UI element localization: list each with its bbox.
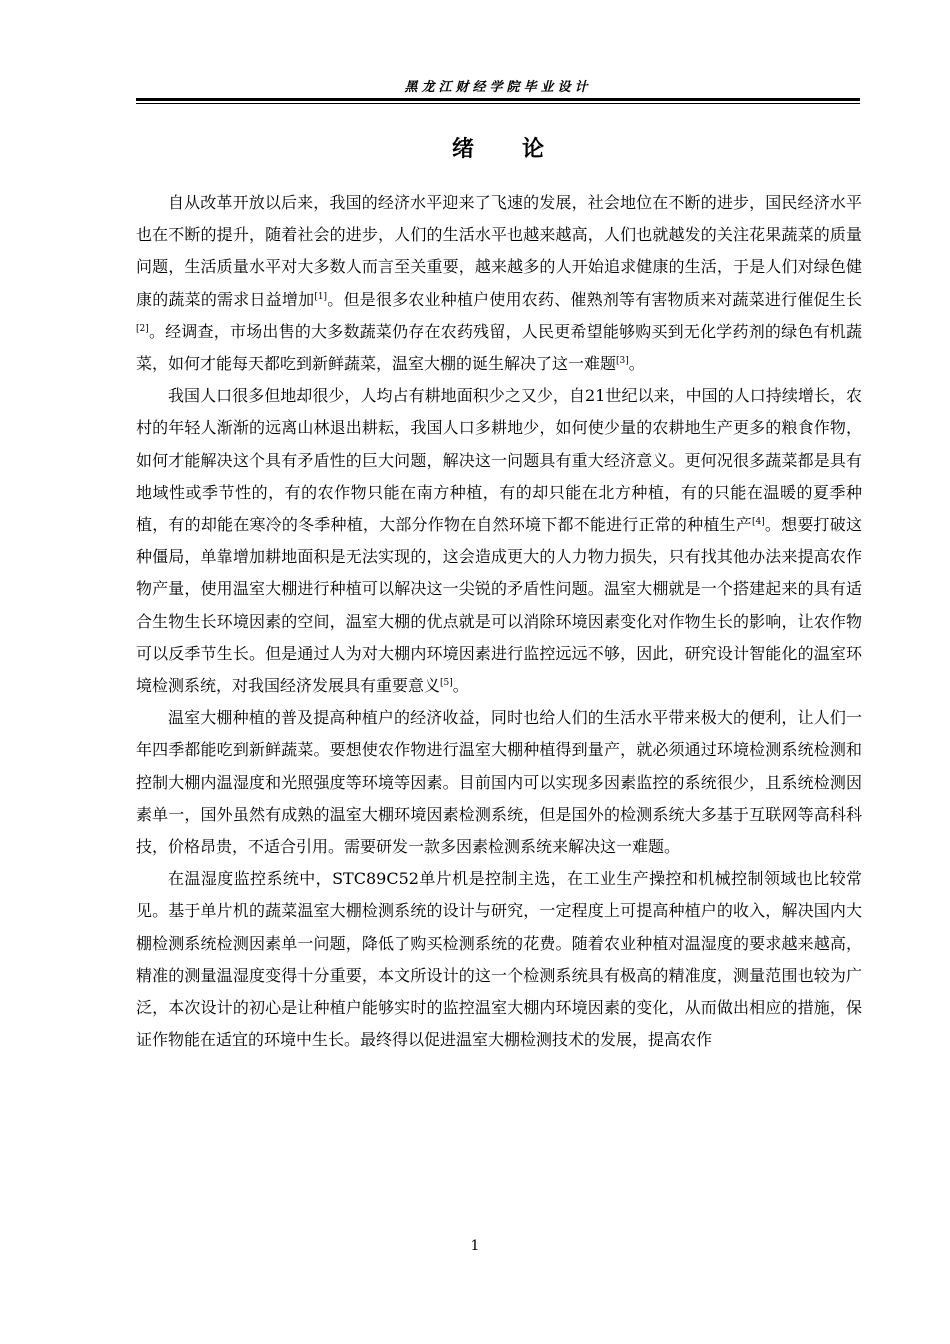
paragraph [136,702,862,863]
text-run: 。想要打破这种僵局，单靠增加耕地面积是无法实现的，这会造成更大的人力物力损失，只有找其他办法来提高农作物产量，使用温室大棚进行种植可以解决这一尖锐的矛盾性问题。温室大棚就是一个搭建起来的具有适合生物生长环境因素的空间，温室大棚的优点就是可以消除环境因素变化对作物生长的影响，让农作物可以反季节生长。但是通过人为对大棚内环境因素进行监控远远不够，因此，研究设计智能化的温室环境检测系统，对我国经济发展具有重要意义 [136,515,862,696]
running-header: 黑龙江财经学院毕业设计 [404,80,592,95]
body-text [136,187,862,1056]
text-run: 。 [628,354,645,374]
text-run: 在温湿度监控系统中，STC89C52单片机是控制主选，在工业生产操控和机械控制领域也比较常见。基于单片机的蔬菜温室大棚检测系统的设计与研究，一定程度上可提高种植户的收入，解决国内大棚检测系统检测因素单一问题，降低了购买检测系统的花费。随着农业种植对温湿度的要求越来越高，精准的测量温湿度变得十分重要，本文所设计的这一个检测系统具有极高的精准度，测量范围也较为广泛，本次设计的初心是让种植户能够实时的监控温室大棚内环境因素的变化，从而做出相应的措施，保证作物能在适宜的环境中生长。最终得以促进温室大棚检测技术的发展，提高农作 [136,869,862,1050]
citation-ref: [2] [136,323,149,334]
citation-ref: [3] [616,356,629,367]
citation-ref: [4] [751,517,765,528]
paragraph [136,187,862,380]
text-run: 。经调查，市场出售的大多数蔬菜仍存在农药残留，人民更希望能够购买到无化学药剂的绿色有机蔬菜，如何才能每天都吃到新鲜蔬菜，温室大棚的诞生解决了这一难题 [136,321,862,374]
header-rule-thick [136,98,860,101]
section-title: 绪论 [451,137,592,162]
text-run: 。但是很多农业种植户使用农药、催熟剂等有害物质来对蔬菜进行催促生长 [327,289,862,309]
paragraph [136,380,862,702]
text-run: 我国人口很多但地却很少，人均占有耕地面积少之又少，自21世纪以来，中国的人口持续增长，农村的年轻人渐渐的远离山林退出耕耘，我国人口多耕地少，如何使少量的农耕地生产更多的粮食作物，如何才能解决这个具有矛盾性的巨大问题，解决这一问题具有重大经济意义。更何况很多蔬菜都是具有地域性或季节性的，有的农作物只能在南方种植，有的却只能在北方种植，有的只能在温暖的夏季种植，有的却能在寒冷的冬季种植，大部分作物在自然环境下都不能进行正常的种植生产 [136,386,862,535]
paragraph [136,863,862,1056]
citation-ref: [1] [314,291,328,302]
text-run: 温室大棚种植的普及提高种植户的经济收益，同时也给人们的生活水平带来极大的便利，让人们一年四季都能吃到新鲜蔬菜。要想使农作物进行温室大棚种植得到量产，就必须通过环境检测系统检测和控制大棚内温湿度和光照强度等环境等因素。目前国内可以实现多因素监控的系统很少，且系统检测因素单一，国外虽然有成熟的温室大棚环境因素检测系统，但是国外的检测系统大多基于互联网等高科科技，价格昂贵，不适合引用。需要研发一款多因素检测系统来解决这一难题。 [136,708,862,857]
text-run: 自从改革开放以后来，我国的经济水平迎来了飞速的发展，社会地位在不断的进步，国民经济水平也在不断的提升，随着社会的进步，人们的生活水平也越来越高，人们也就越发的关注花果蔬菜的质量问题，生活质量水平对大多数人而言至关重要，越来越多的人开始追求健康的生活，于是人们对绿色健康的蔬菜的需求日益增加 [136,193,862,309]
page-number: 1 [470,1238,480,1254]
header-rule-thin [136,103,860,104]
citation-ref: [5] [440,678,453,689]
text-run: 。 [452,676,469,696]
